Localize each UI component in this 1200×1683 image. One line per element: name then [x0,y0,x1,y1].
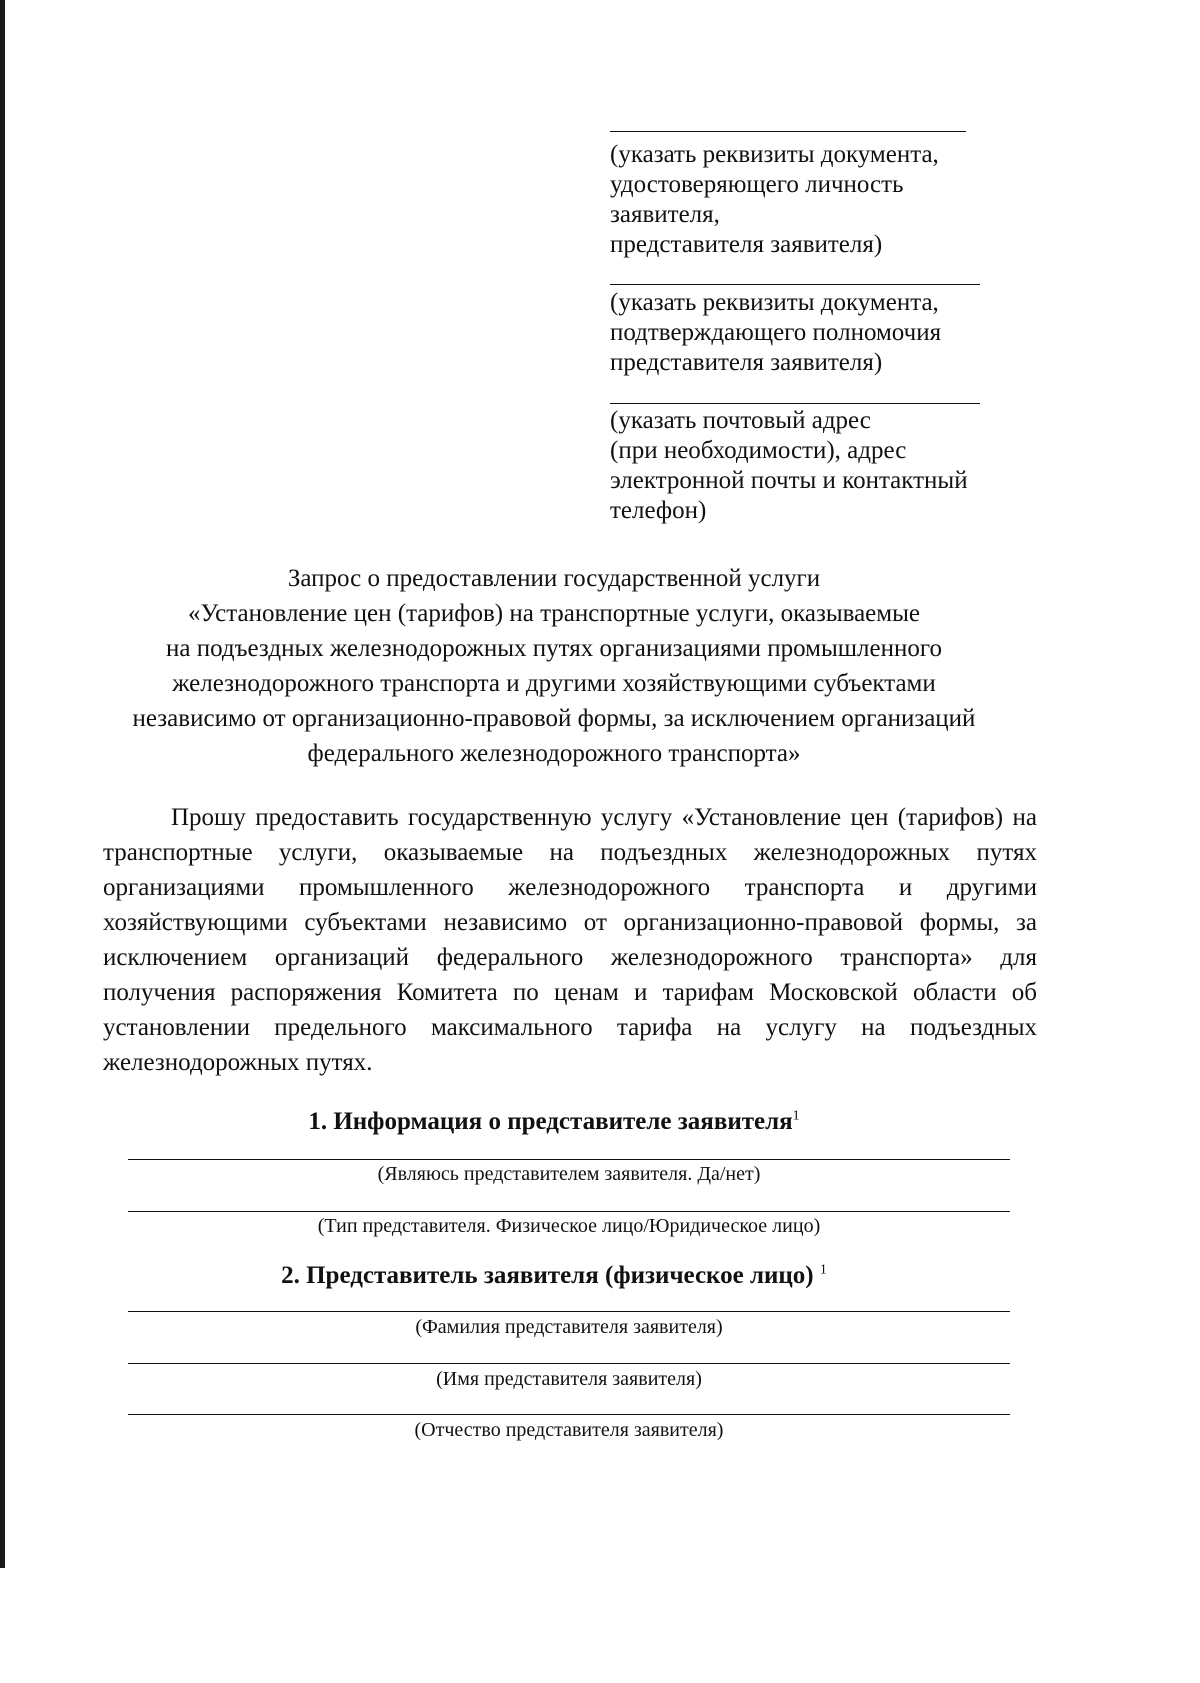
is-representative-field[interactable] [128,1159,1010,1160]
request-paragraph: Прошу предоставить государственную услугу «Установление цен (тарифов) на транспортные услуги, оказываемые на подъездных железнодорожных путях организациями промышленного железнодорожного транспорта и другими хозяйствующими субъектами независимо от организационно-правовой формы, за исключением организаций федерального железнодорожного транспорта» для получения распоряжения Комитета по ценам и тарифам Московской области об установлении предельного максимального тарифа на услугу на подъездных железнодорожных путях. [103,804,1037,1076]
is-representative-caption: (Являюсь представителем заявителя. Да/нет) [377,1163,761,1185]
representative-type-field[interactable] [128,1211,1010,1212]
requisite-1-line[interactable] [610,131,966,132]
representative-name-field[interactable] [128,1363,1010,1364]
section-1-heading [90,1107,1018,1137]
section-1-footnote-mark: 1 [792,1108,800,1124]
requisite-3 [610,406,1010,526]
representative-surname-caption: (Фамилия представителя заявителя) [415,1316,723,1338]
requisite-2-caption: (указать реквизиты документа, подтверждающего полномочия представителя заявителя) [610,289,942,376]
requisite-3-caption: (указать почтовый адрес (при необходимости), адрес электронной почты и контактный телефон) [610,407,968,524]
section-2-heading [90,1261,1018,1291]
section-2-footnote-mark: 1 [819,1262,827,1278]
requisite-1-caption: (указать реквизиты документа, удостоверяющего личность заявителя, представителя заявителя) [610,141,939,258]
representative-type-caption: (Тип представителя. Физическое лицо/Юридическое лицо) [317,1215,821,1237]
section-1-heading-text: 1. Информация о представителе заявителя [308,1108,793,1135]
requisite-3-line[interactable] [610,403,980,404]
representative-surname-field[interactable] [128,1311,1010,1312]
representative-patronymic-field[interactable] [128,1414,1010,1415]
requisite-1 [610,140,1010,260]
representative-name-caption: (Имя представителя заявителя) [436,1368,702,1390]
document-title: Запрос о предоставлении государственной услуги «Установление цен (тарифов) на транспортные услуги, оказываемые на подъездных железнодорожных путях организациями промышленного железнодорожного транспорта и другими хозяйствующими субъектами независимо от организационно-правовой формы, за исключением организаций федерального железнодорожного транспорта» [132,565,976,767]
scan-left-edge [0,0,5,1568]
requisite-2 [610,288,1010,378]
representative-patronymic-caption: (Отчество представителя заявителя) [414,1419,724,1441]
section-2-heading-text: 2. Представитель заявителя (физическое лицо) [281,1262,814,1289]
requisite-2-line[interactable] [610,284,980,285]
